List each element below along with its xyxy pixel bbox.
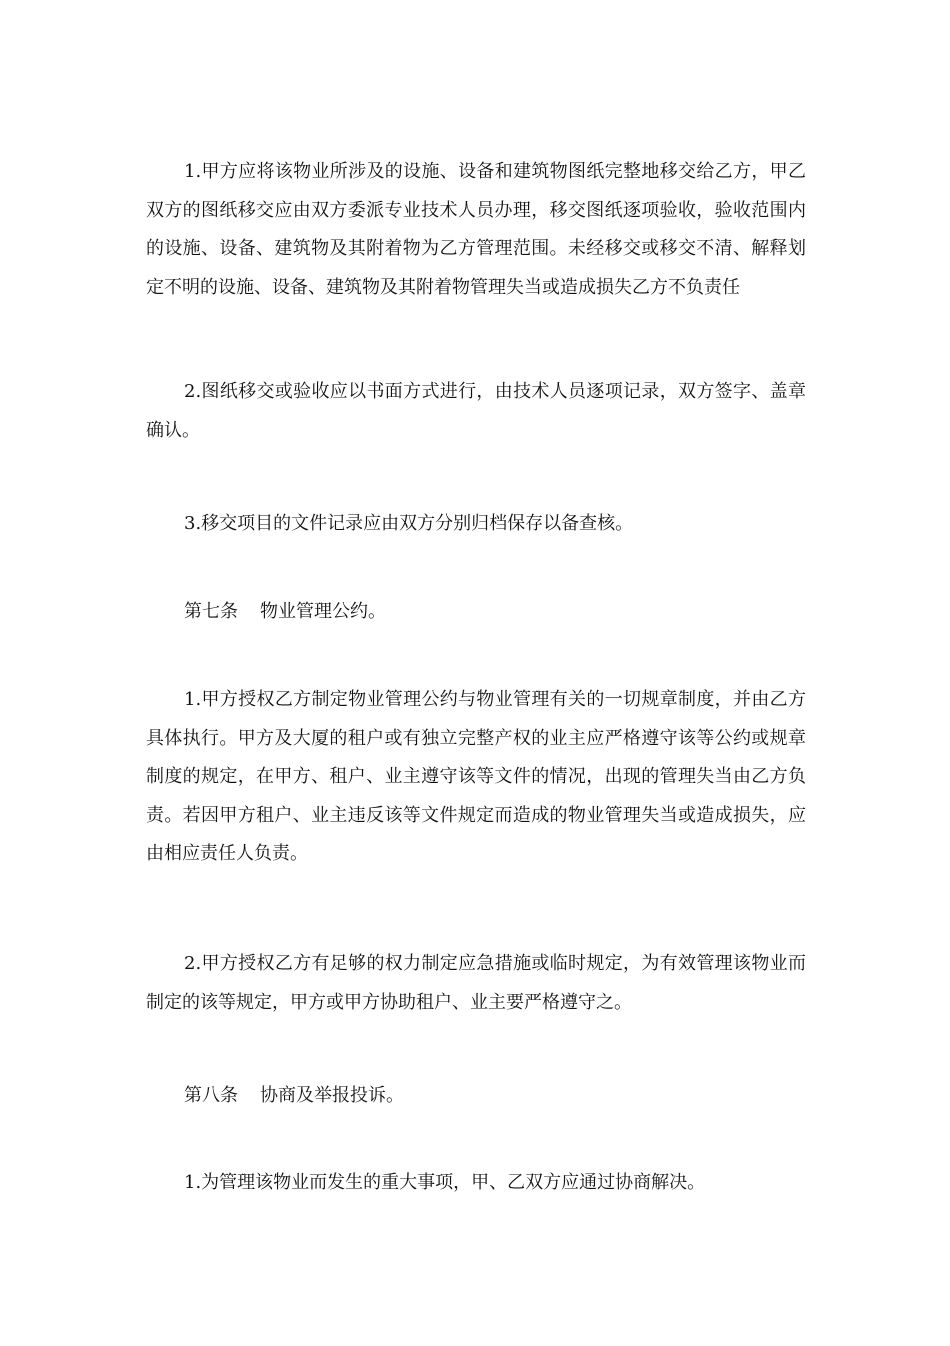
article-8-number: 第八条: [184, 1085, 238, 1106]
paragraph-major-matters: 1.为管理该物业而发生的重大事项，甲、乙双方应通过协商解决。: [184, 1172, 706, 1193]
paragraph-drawings-handover: 1.甲方应将该物业所涉及的设施、设备和建筑物图纸完整地移交给乙方，甲乙双方的图纸移交应由双方委派专业技术人员办理，移交图纸逐项验收，验收范围内的设施、设备、建筑物及其附着物为乙方管理范围。未经移交或移交不清、解释划定不明的设施、设备、建筑物及其附着物管理失当或造成损失乙方不负责任: [146, 161, 806, 298]
paragraph-management-convention: 1.甲方授权乙方制定物业管理公约与物业管理有关的一切规章制度，并由乙方具体执行。甲方及大厦的租户或有独立完整产权的业主应严格遵守该等公约或规章制度的规定，在甲方、租户、业主遵守该等文件的情况，出现的管理失当由乙方负责。若因甲方租户、业主违反该等文件规定而造成的物业管理失当或造成损失，应由相应责任人负责。: [146, 689, 806, 864]
paragraph-file-archive: 3.移交项目的文件记录应由双方分别归档保存以备查核。: [184, 513, 634, 534]
article-7-number: 第七条: [184, 601, 238, 622]
article-7-heading: [184, 593, 386, 632]
article-8-title: 协商及举报投诉。: [260, 1085, 404, 1106]
paragraph-written-acceptance: 2.图纸移交或验收应以书面方式进行，由技术人员逐项记录，双方签字、盖章确认。: [146, 381, 806, 441]
article-8-heading: [184, 1077, 404, 1116]
article-7-title: 物业管理公约。: [260, 601, 386, 622]
paragraph-emergency-measures: 2.甲方授权乙方有足够的权力制定应急措施或临时规定，为有效管理该物业而制定的该等规定，甲方或甲方协助租户、业主要严格遵守之。: [146, 953, 806, 1013]
